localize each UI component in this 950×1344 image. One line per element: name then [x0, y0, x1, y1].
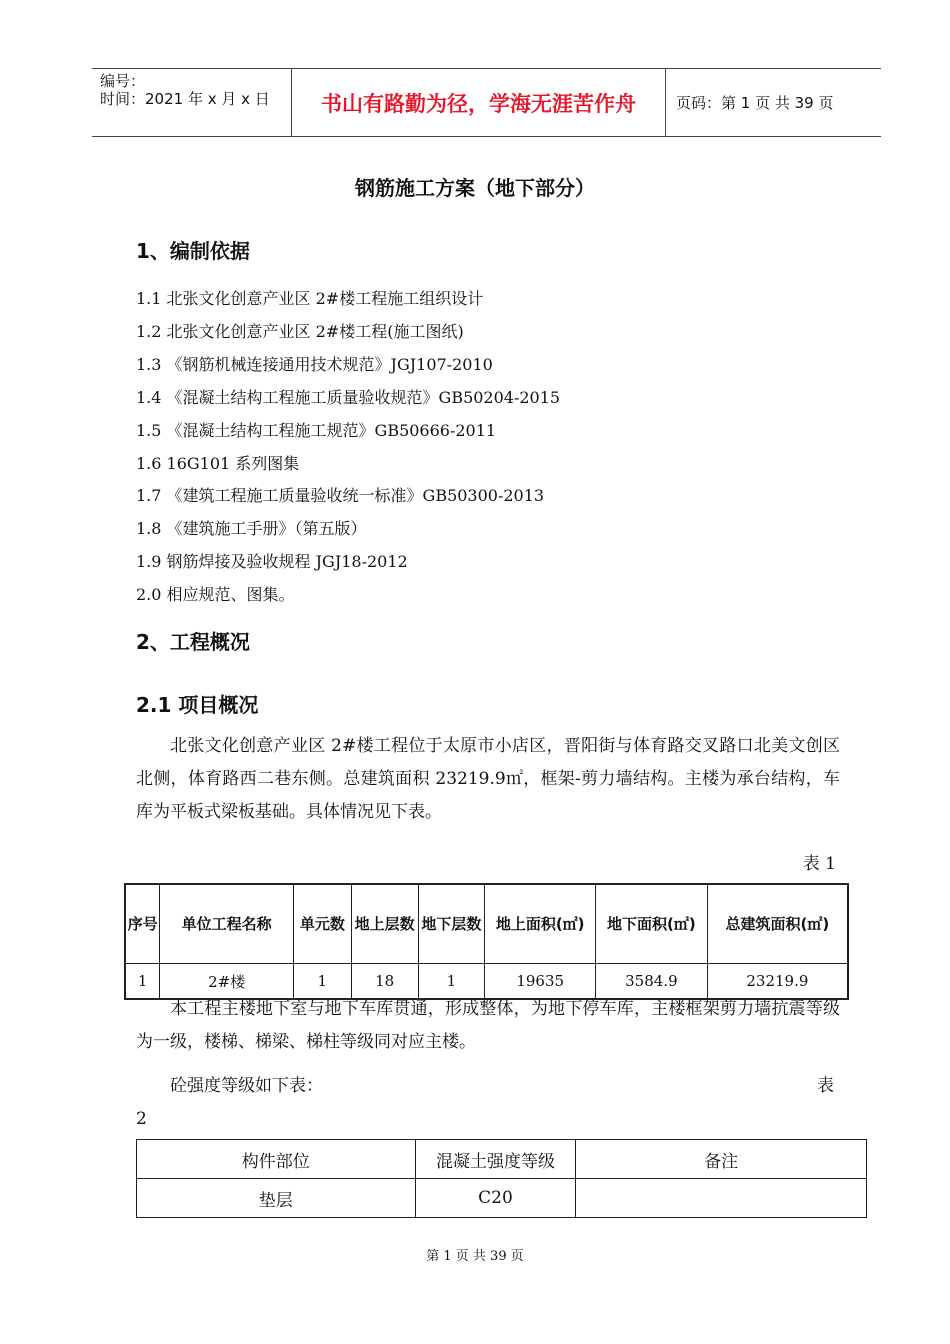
header-meta	[92, 69, 292, 136]
table-cell: 1	[125, 964, 160, 1000]
project-table	[124, 883, 849, 1000]
table-header-cell: 混凝土强度等级	[415, 1140, 576, 1179]
reference-item: 1.2 北张文化创意产业区 2#楼工程(施工图纸)	[136, 322, 464, 341]
doc-time-label: 时间：2021 年 x 月 x 日	[100, 90, 270, 108]
reference-item: 1.9 钢筋焊接及验收规程 JGJ18-2012	[136, 552, 408, 571]
header-motto: 书山有路勤为径，学海无涯苦作舟	[292, 69, 666, 136]
reference-item: 1.3 《钢筋机械连接通用技术规范》JGJ107-2010	[136, 355, 493, 374]
table-header-cell: 地上层数	[351, 884, 418, 964]
table-header-cell: 备注	[576, 1140, 867, 1179]
table-header-cell: 单位工程名称	[160, 884, 294, 964]
table-header-row	[137, 1140, 867, 1179]
table2-caption-b: 2	[136, 1109, 147, 1129]
concrete-grade-intro: 砼强度等级如下表：	[170, 1076, 323, 1096]
reference-item: 1.5 《混凝土结构工程施工规范》GB50666-2011	[136, 421, 497, 440]
table2-caption-a: 表	[817, 1076, 834, 1096]
page-footer: 第 1 页 共 39 页	[426, 1249, 524, 1264]
table-header-cell: 地下面积(㎡)	[596, 884, 708, 964]
table-cell: 18	[351, 964, 418, 1000]
reference-item: 2.0 相应规范、图集。	[136, 585, 295, 604]
table-cell: C20	[415, 1179, 576, 1218]
reference-item: 1.1 北张文化创意产业区 2#楼工程施工组织设计	[136, 289, 484, 308]
table-header-cell: 地上面积(㎡)	[485, 884, 596, 964]
document-title: 钢筋施工方案（地下部分）	[355, 176, 595, 200]
table-cell: 2#楼	[160, 964, 294, 1000]
project-description: 北张文化创意产业区 2#楼工程位于太原市小店区，晋阳街与体育路交叉路口北美文创区北侧，体育路西二巷东侧。总建筑面积 23219.9㎡，框架-剪力墙结构。主楼为承台结构，车库为平板式梁板基础。具体情况见下表。	[136, 736, 840, 822]
doc-number-label: 编号：	[100, 72, 146, 90]
reference-item: 1.7 《建筑工程施工质量验收统一标准》GB50300-2013	[136, 486, 545, 505]
table-header-cell: 单元数	[293, 884, 351, 964]
table-cell: 1	[293, 964, 351, 1000]
table-header-cell: 地下层数	[418, 884, 485, 964]
table-header-cell: 总建筑面积(㎡)	[707, 884, 848, 964]
reference-item: 1.8 《建筑施工手册》（第五版）	[136, 519, 367, 538]
page-header	[92, 68, 881, 137]
table-cell: 3584.9	[596, 964, 708, 1000]
header-page-info: 页码：第 1 页 共 39 页	[676, 94, 834, 112]
table-header-row	[125, 884, 848, 964]
subsection-heading-project: 2.1 项目概况	[136, 693, 259, 717]
section-heading-overview: 2、工程概况	[136, 630, 250, 654]
section-heading-basis: 1、编制依据	[136, 239, 250, 263]
table-cell: 垫层	[137, 1179, 416, 1218]
table-cell	[576, 1179, 867, 1218]
reference-item: 1.4 《混凝土结构工程施工质量验收规范》GB50204-2015	[136, 388, 561, 407]
table-cell: 1	[418, 964, 485, 1000]
reference-item: 1.6 16G101 系列图集	[136, 454, 300, 473]
table-cell: 23219.9	[707, 964, 848, 1000]
table-row	[137, 1179, 867, 1218]
table-header-cell: 序号	[125, 884, 160, 964]
basement-description: 本工程主楼地下室与地下车库贯通，形成整体，为地下停车库，主楼框架剪力墙抗震等级为一级，楼梯、梯梁、梯柱等级同对应主楼。	[136, 999, 840, 1052]
table-cell: 19635	[485, 964, 596, 1000]
concrete-grade-table	[136, 1139, 867, 1218]
table1-caption: 表 1	[802, 854, 836, 874]
table-header-cell: 构件部位	[137, 1140, 416, 1179]
